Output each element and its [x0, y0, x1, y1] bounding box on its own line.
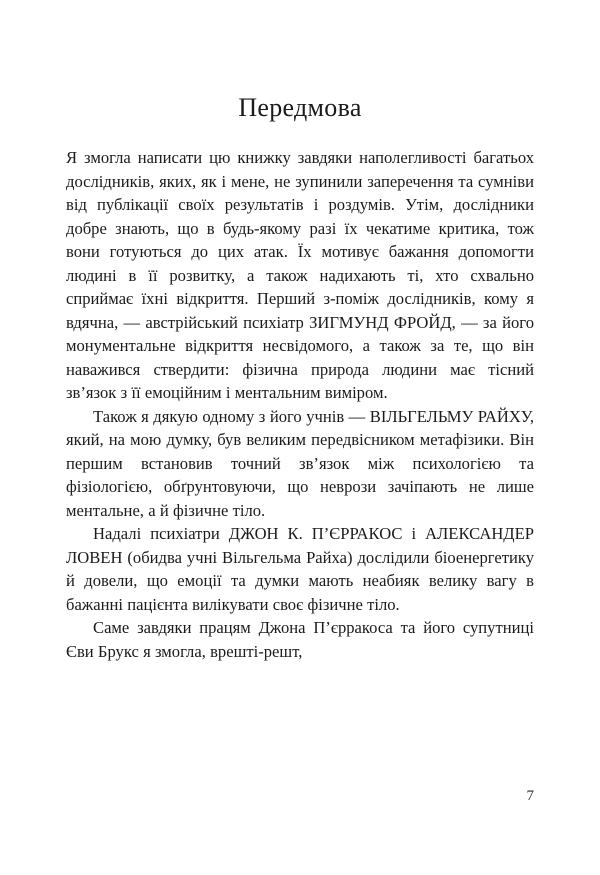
body-paragraph: Саме завдяки працям Джона П’єрракоса та його супутниці Єви Брукс я змогла, врешті-решт,	[66, 618, 534, 661]
page-number: 7	[526, 788, 534, 804]
body-text-column	[66, 146, 534, 663]
body-paragraph: Також я дякую одному з його учнів — ВІЛЬГЕЛЬМУ РАЙХУ, який, на мою думку, був великим передвісником метафізики. Він першим встановив точний зв’язок між психологією та фізіологією, обґрунтовуючи, що неврози зачіпають не лише ментальне, а й фізичне тіло.	[66, 406, 534, 520]
body-paragraph: Я змогла написати цю книжку завдяки наполегливості багатьох дослідників, яких, як і мене, не зупинили заперечення та сумніви від публікації своїх результатів і роздумів. Утім, дослідники добре знають, що в будь-якому разі їх чекатиме критика, тож вони готуються до цих атак. Їх мотивує бажання допомогти людині в її розвитку, а також надихають ті, хто схвально сприймає їхні відкриття. Перший з-поміж дослідників, кому я вдячна, — австрійський психіатр ЗИГМУНД ФРОЙД, — за його монументальне відкриття несвідомого, а також за те, що він наважився ствердити: фізична природа людини має тісний зв’язок з її емоційним і ментальним виміром.	[66, 148, 534, 402]
page-title: Передмова	[238, 93, 362, 122]
body-paragraph: Надалі психіатри ДЖОН К. П’ЄРРАКОС і АЛЕКСАНДЕР ЛОВЕН (обидва учні Вільгельма Райха) дослідили біоенергетику й довели, що емоції та думки мають неабияк велику вагу в бажанні пацієнта вилікувати своє фізичне тіло.	[66, 524, 534, 614]
